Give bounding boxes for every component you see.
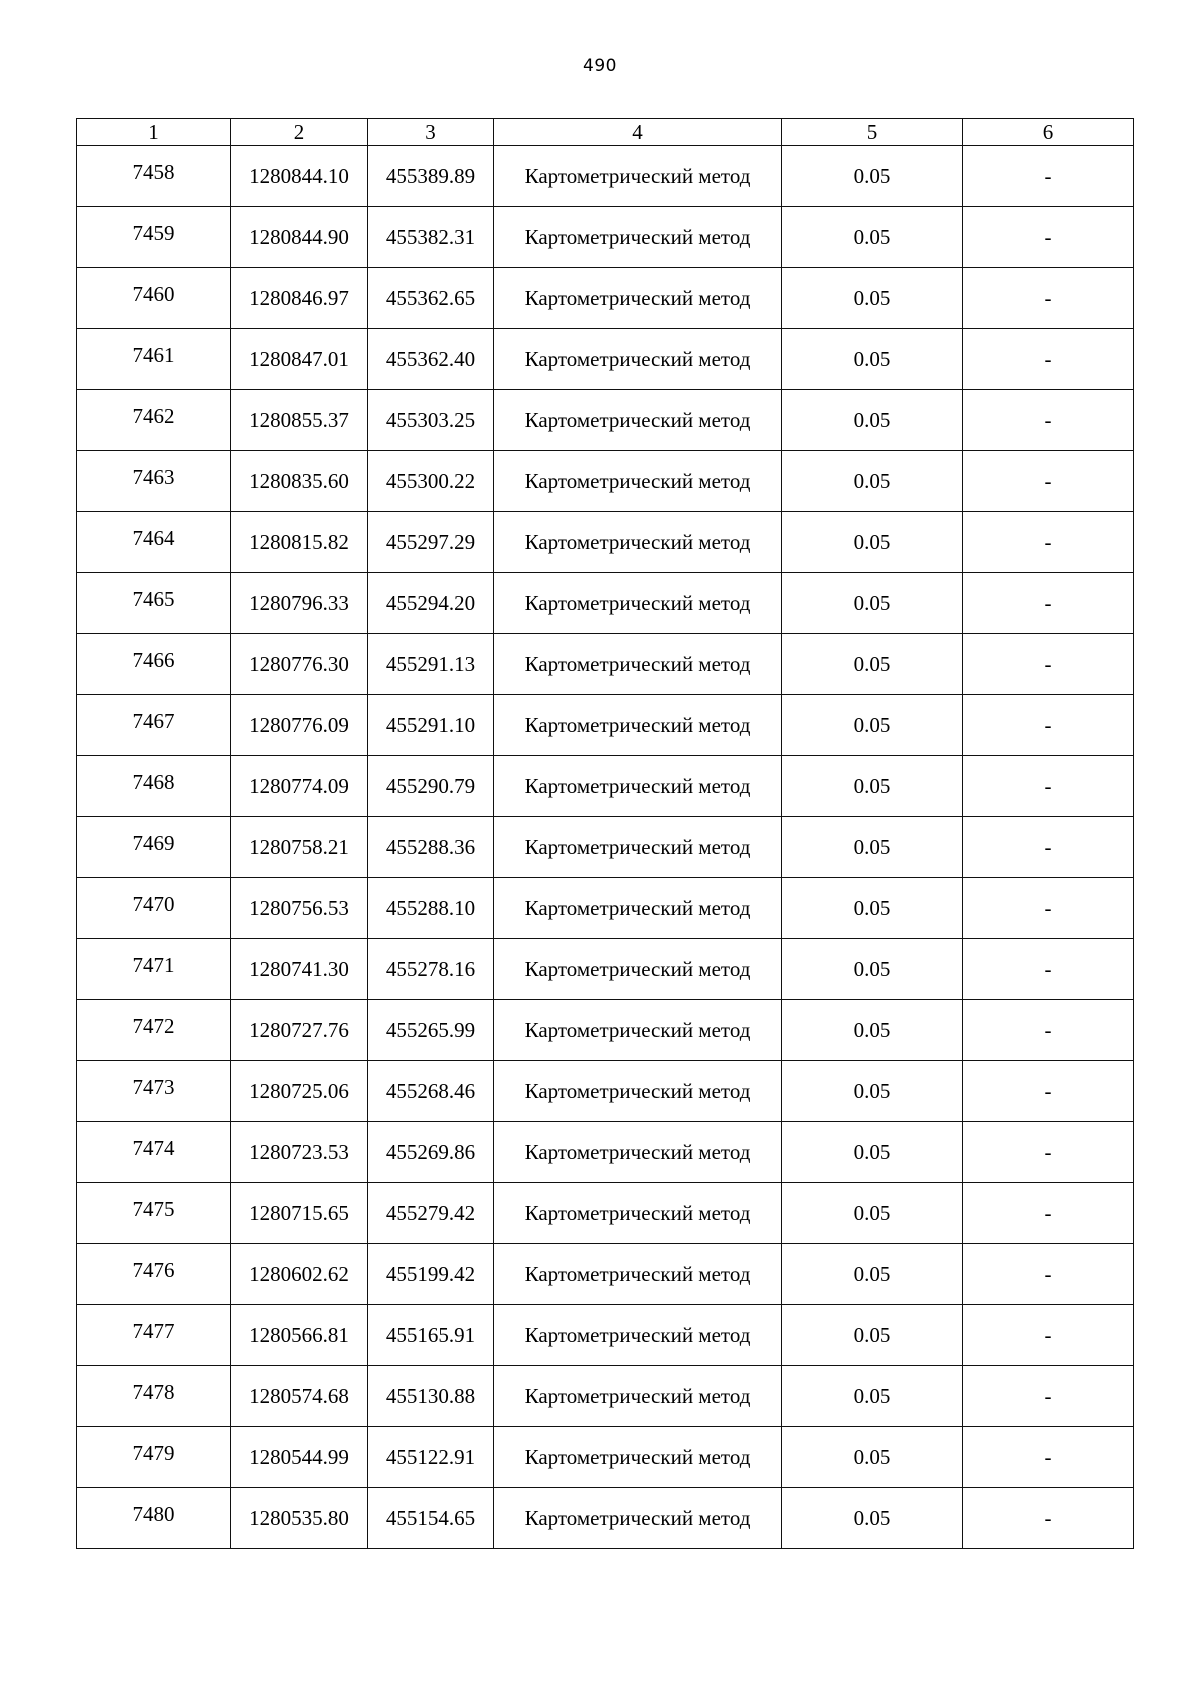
point-number-cell: 7480 <box>77 1488 231 1549</box>
x-coordinate-cell: 1280776.30 <box>231 634 368 695</box>
note-cell: - <box>963 207 1134 268</box>
note-cell: - <box>963 1061 1134 1122</box>
method-cell: Картометрический метод <box>494 268 782 329</box>
method-cell: Картометрический метод <box>494 1488 782 1549</box>
method-cell: Картометрический метод <box>494 1244 782 1305</box>
x-coordinate-cell: 1280741.30 <box>231 939 368 1000</box>
y-coordinate-cell: 455362.65 <box>368 268 494 329</box>
note-cell: - <box>963 1427 1134 1488</box>
point-number-cell: 7458 <box>77 146 231 207</box>
table-row <box>77 1305 1134 1366</box>
x-coordinate-cell: 1280574.68 <box>231 1366 368 1427</box>
accuracy-cell: 0.05 <box>782 1244 963 1305</box>
point-number-cell: 7469 <box>77 817 231 878</box>
accuracy-cell: 0.05 <box>782 1488 963 1549</box>
y-coordinate-cell: 455291.10 <box>368 695 494 756</box>
point-number-cell: 7462 <box>77 390 231 451</box>
accuracy-cell: 0.05 <box>782 1000 963 1061</box>
x-coordinate-cell: 1280846.97 <box>231 268 368 329</box>
note-cell: - <box>963 756 1134 817</box>
x-coordinate-cell: 1280844.10 <box>231 146 368 207</box>
header-row <box>77 119 1134 146</box>
table-row <box>77 1061 1134 1122</box>
table-row <box>77 329 1134 390</box>
x-coordinate-cell: 1280796.33 <box>231 573 368 634</box>
y-coordinate-cell: 455278.16 <box>368 939 494 1000</box>
header-cell-6: 6 <box>963 119 1134 146</box>
y-coordinate-cell: 455265.99 <box>368 1000 494 1061</box>
table-row <box>77 695 1134 756</box>
table-row <box>77 756 1134 817</box>
method-cell: Картометрический метод <box>494 756 782 817</box>
note-cell: - <box>963 817 1134 878</box>
x-coordinate-cell: 1280774.09 <box>231 756 368 817</box>
table-body <box>77 146 1134 1549</box>
point-number-cell: 7479 <box>77 1427 231 1488</box>
accuracy-cell: 0.05 <box>782 1427 963 1488</box>
table-row <box>77 634 1134 695</box>
note-cell: - <box>963 451 1134 512</box>
x-coordinate-cell: 1280602.62 <box>231 1244 368 1305</box>
header-cell-2: 2 <box>231 119 368 146</box>
y-coordinate-cell: 455300.22 <box>368 451 494 512</box>
method-cell: Картометрический метод <box>494 1183 782 1244</box>
method-cell: Картометрический метод <box>494 1061 782 1122</box>
method-cell: Картометрический метод <box>494 1122 782 1183</box>
method-cell: Картометрический метод <box>494 1000 782 1061</box>
table-header <box>77 119 1134 146</box>
note-cell: - <box>963 1183 1134 1244</box>
table-row <box>77 390 1134 451</box>
y-coordinate-cell: 455290.79 <box>368 756 494 817</box>
x-coordinate-cell: 1280776.09 <box>231 695 368 756</box>
table-row <box>77 1366 1134 1427</box>
table-row <box>77 146 1134 207</box>
table-row <box>77 1244 1134 1305</box>
method-cell: Картометрический метод <box>494 817 782 878</box>
point-number-cell: 7475 <box>77 1183 231 1244</box>
x-coordinate-cell: 1280758.21 <box>231 817 368 878</box>
accuracy-cell: 0.05 <box>782 146 963 207</box>
x-coordinate-cell: 1280727.76 <box>231 1000 368 1061</box>
method-cell: Картометрический метод <box>494 1366 782 1427</box>
method-cell: Картометрический метод <box>494 1305 782 1366</box>
y-coordinate-cell: 455294.20 <box>368 573 494 634</box>
table-row <box>77 1488 1134 1549</box>
y-coordinate-cell: 455291.13 <box>368 634 494 695</box>
note-cell: - <box>963 329 1134 390</box>
accuracy-cell: 0.05 <box>782 634 963 695</box>
accuracy-cell: 0.05 <box>782 207 963 268</box>
point-number-cell: 7466 <box>77 634 231 695</box>
accuracy-cell: 0.05 <box>782 451 963 512</box>
y-coordinate-cell: 455199.42 <box>368 1244 494 1305</box>
x-coordinate-cell: 1280756.53 <box>231 878 368 939</box>
y-coordinate-cell: 455269.86 <box>368 1122 494 1183</box>
y-coordinate-cell: 455122.91 <box>368 1427 494 1488</box>
point-number-cell: 7465 <box>77 573 231 634</box>
note-cell: - <box>963 695 1134 756</box>
accuracy-cell: 0.05 <box>782 878 963 939</box>
accuracy-cell: 0.05 <box>782 817 963 878</box>
method-cell: Картометрический метод <box>494 146 782 207</box>
accuracy-cell: 0.05 <box>782 512 963 573</box>
method-cell: Картометрический метод <box>494 512 782 573</box>
x-coordinate-cell: 1280715.65 <box>231 1183 368 1244</box>
point-number-cell: 7476 <box>77 1244 231 1305</box>
point-number-cell: 7474 <box>77 1122 231 1183</box>
accuracy-cell: 0.05 <box>782 1305 963 1366</box>
note-cell: - <box>963 878 1134 939</box>
note-cell: - <box>963 1000 1134 1061</box>
method-cell: Картометрический метод <box>494 878 782 939</box>
table-row <box>77 817 1134 878</box>
table-row <box>77 268 1134 329</box>
accuracy-cell: 0.05 <box>782 1183 963 1244</box>
accuracy-cell: 0.05 <box>782 329 963 390</box>
point-number-cell: 7463 <box>77 451 231 512</box>
x-coordinate-cell: 1280855.37 <box>231 390 368 451</box>
coordinates-table <box>76 118 1134 1549</box>
note-cell: - <box>963 1244 1134 1305</box>
note-cell: - <box>963 939 1134 1000</box>
accuracy-cell: 0.05 <box>782 939 963 1000</box>
header-cell-1: 1 <box>77 119 231 146</box>
note-cell: - <box>963 1366 1134 1427</box>
y-coordinate-cell: 455297.29 <box>368 512 494 573</box>
y-coordinate-cell: 455288.36 <box>368 817 494 878</box>
point-number-cell: 7464 <box>77 512 231 573</box>
point-number-cell: 7478 <box>77 1366 231 1427</box>
x-coordinate-cell: 1280847.01 <box>231 329 368 390</box>
x-coordinate-cell: 1280566.81 <box>231 1305 368 1366</box>
table-row <box>77 573 1134 634</box>
table-row <box>77 1427 1134 1488</box>
x-coordinate-cell: 1280844.90 <box>231 207 368 268</box>
accuracy-cell: 0.05 <box>782 390 963 451</box>
point-number-cell: 7470 <box>77 878 231 939</box>
table-row <box>77 878 1134 939</box>
note-cell: - <box>963 268 1134 329</box>
header-cell-4: 4 <box>494 119 782 146</box>
y-coordinate-cell: 455382.31 <box>368 207 494 268</box>
note-cell: - <box>963 634 1134 695</box>
header-cell-3: 3 <box>368 119 494 146</box>
table-row <box>77 1183 1134 1244</box>
note-cell: - <box>963 390 1134 451</box>
y-coordinate-cell: 455130.88 <box>368 1366 494 1427</box>
point-number-cell: 7477 <box>77 1305 231 1366</box>
accuracy-cell: 0.05 <box>782 268 963 329</box>
note-cell: - <box>963 1122 1134 1183</box>
point-number-cell: 7471 <box>77 939 231 1000</box>
page-number: 490 <box>583 56 617 76</box>
x-coordinate-cell: 1280815.82 <box>231 512 368 573</box>
y-coordinate-cell: 455268.46 <box>368 1061 494 1122</box>
table-row <box>77 451 1134 512</box>
point-number-cell: 7459 <box>77 207 231 268</box>
point-number-cell: 7461 <box>77 329 231 390</box>
point-number-cell: 7460 <box>77 268 231 329</box>
note-cell: - <box>963 1305 1134 1366</box>
y-coordinate-cell: 455389.89 <box>368 146 494 207</box>
note-cell: - <box>963 512 1134 573</box>
accuracy-cell: 0.05 <box>782 756 963 817</box>
header-cell-5: 5 <box>782 119 963 146</box>
accuracy-cell: 0.05 <box>782 1061 963 1122</box>
method-cell: Картометрический метод <box>494 207 782 268</box>
method-cell: Картометрический метод <box>494 329 782 390</box>
method-cell: Картометрический метод <box>494 695 782 756</box>
note-cell: - <box>963 146 1134 207</box>
table-row <box>77 939 1134 1000</box>
accuracy-cell: 0.05 <box>782 695 963 756</box>
method-cell: Картометрический метод <box>494 939 782 1000</box>
x-coordinate-cell: 1280535.80 <box>231 1488 368 1549</box>
point-number-cell: 7472 <box>77 1000 231 1061</box>
table-row <box>77 1122 1134 1183</box>
point-number-cell: 7473 <box>77 1061 231 1122</box>
y-coordinate-cell: 455288.10 <box>368 878 494 939</box>
method-cell: Картометрический метод <box>494 1427 782 1488</box>
x-coordinate-cell: 1280544.99 <box>231 1427 368 1488</box>
x-coordinate-cell: 1280723.53 <box>231 1122 368 1183</box>
x-coordinate-cell: 1280725.06 <box>231 1061 368 1122</box>
y-coordinate-cell: 455362.40 <box>368 329 494 390</box>
method-cell: Картометрический метод <box>494 573 782 634</box>
table-row <box>77 1000 1134 1061</box>
accuracy-cell: 0.05 <box>782 1122 963 1183</box>
accuracy-cell: 0.05 <box>782 573 963 634</box>
point-number-cell: 7468 <box>77 756 231 817</box>
method-cell: Картометрический метод <box>494 634 782 695</box>
y-coordinate-cell: 455303.25 <box>368 390 494 451</box>
y-coordinate-cell: 455154.65 <box>368 1488 494 1549</box>
note-cell: - <box>963 1488 1134 1549</box>
accuracy-cell: 0.05 <box>782 1366 963 1427</box>
y-coordinate-cell: 455165.91 <box>368 1305 494 1366</box>
method-cell: Картометрический метод <box>494 390 782 451</box>
table-row <box>77 207 1134 268</box>
table-row <box>77 512 1134 573</box>
y-coordinate-cell: 455279.42 <box>368 1183 494 1244</box>
point-number-cell: 7467 <box>77 695 231 756</box>
x-coordinate-cell: 1280835.60 <box>231 451 368 512</box>
method-cell: Картометрический метод <box>494 451 782 512</box>
note-cell: - <box>963 573 1134 634</box>
